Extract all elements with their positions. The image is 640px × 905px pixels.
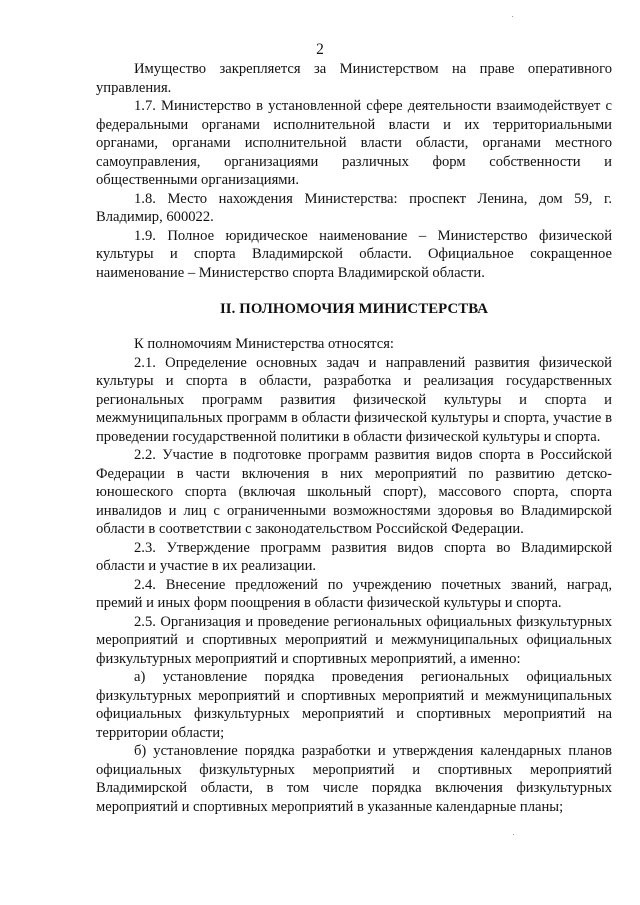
paragraph-2-5-b: б) установление порядка разработки и утверждения календарных планов официальных физкультурных мероприятий и спортивных мероприятий Владимирской области, в том числе порядка включения физкультурных мероприятий и спортивных мероприятий в указанные календарные планы; xyxy=(96,743,612,815)
paragraph-property-clause: Имущество закрепляется за Министерством на праве оперативного управления. xyxy=(96,61,612,96)
paragraph-2-5: 2.5. Организация и проведение региональных официальных физкультурных мероприятий и спортивных мероприятий и межмуниципальных официальных физкультурных мероприятий и спортивных мероприятий, а именно: xyxy=(96,613,612,667)
paragraph-2-5-a: а) установление порядка проведения региональных официальных физкультурных мероприятий и спортивных мероприятий и межмуниципальных официальных физкультурных мероприятий и спортивных мероприятий на территории области; xyxy=(96,669,612,741)
page-number: 2 xyxy=(316,41,324,58)
scan-speck xyxy=(512,16,513,17)
paragraph-2-3: 2.3. Утверждение программ развития видов спорта во Владимирской области и участие в их реализации. xyxy=(96,539,612,574)
document-body xyxy=(96,60,612,816)
paragraph-powers-intro: К полномочиям Министерства относятся: xyxy=(134,336,394,352)
paragraph-1-9: 1.9. Полное юридическое наименование – Министерство физической культуры и спорта Владимирской области. Официальное сокращенное наименование – Министерство спорта Владимирской области. xyxy=(96,227,612,281)
scan-speck xyxy=(513,834,514,835)
paragraph-2-2: 2.2. Участие в подготовке программ развития видов спорта в Российской Федерации в части включения в них мероприятий по развитию детско-юношеского спорта (включая школьный спорт), массового спорта, спорта инвалидов и лиц с ограниченными возможностями здоровья во Владимирской области в соответствии с законодательством Российской Федерации. xyxy=(96,447,612,537)
paragraph-1-8: 1.8. Место нахождения Министерства: проспект Ленина, дом 59, г. Владимир, 600022. xyxy=(96,190,612,225)
paragraph-1-7: 1.7. Министерство в установленной сфере деятельности взаимодействует с федеральными органами исполнительной власти и их территориальными органами, органами исполнительной власти области, органами местного самоуправления, организациями различных форм собственности и общественными организациями. xyxy=(96,98,612,188)
paragraph-2-1: 2.1. Определение основных задач и направлений развития физической культуры и спорта в области, разработка и реализация государственных региональных программ развития физической культуры и спорта и межмуниципальных программ в области физической культуры и спорта, участие в проведении государственной политики в области физической культуры и спорта. xyxy=(96,354,612,445)
section-heading: II. ПОЛНОМОЧИЯ МИНИСТЕРСТВА xyxy=(219,301,489,317)
paragraph-2-4: 2.4. Внесение предложений по учреждению почетных званий, наград, премий и иных форм поощрения в области физической культуры и спорта. xyxy=(96,576,612,611)
